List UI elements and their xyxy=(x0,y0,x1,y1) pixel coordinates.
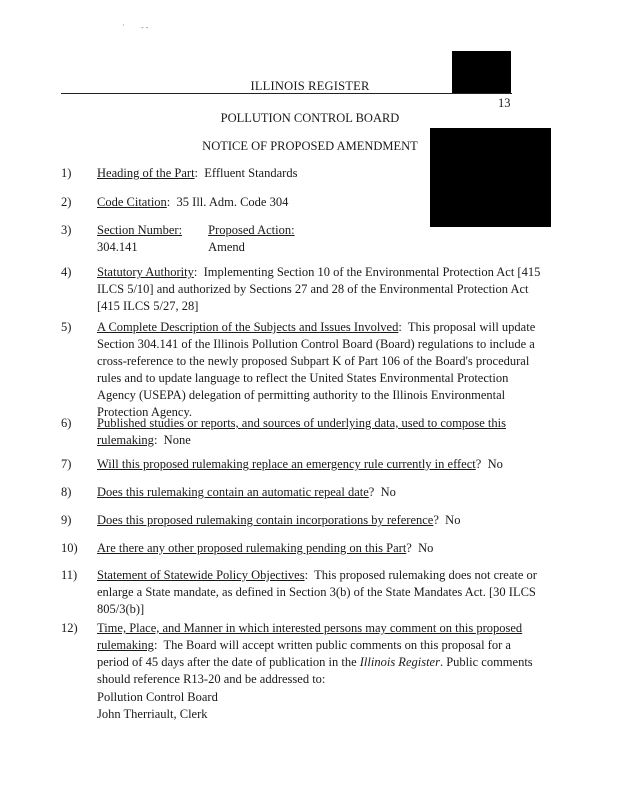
item-text: No xyxy=(445,513,461,527)
address-line: Pollution Control Board xyxy=(97,690,218,704)
register-title: ILLINOIS REGISTER xyxy=(250,79,370,93)
item-text: Implementing Section 10 of the Environmental Protection Act [415 ILCS 5/10] and authorized by Sections 27 and 28 of the Environmental Protection Act [415 ILCS 5/27, 28] xyxy=(97,265,541,313)
item-text: 35 Ill. Adm. Code 304 xyxy=(176,195,289,209)
item-number: 9) xyxy=(61,513,72,527)
scan-speck: · xyxy=(122,21,125,30)
page-number: 13 xyxy=(498,96,511,110)
notice-title: NOTICE OF PROPOSED AMENDMENT xyxy=(202,139,418,153)
item-number: 10) xyxy=(61,541,78,555)
item-text: No xyxy=(487,457,503,471)
item-text-continued: . Public comments should reference R13-20 and be addressed to: xyxy=(97,655,533,686)
item-number: 7) xyxy=(61,457,72,471)
section-number-label: Section Number: xyxy=(97,223,183,237)
proposed-action-value: Amend xyxy=(208,240,245,254)
item-label: Heading of the Part xyxy=(97,166,195,180)
item-number: 12) xyxy=(61,621,78,635)
header-rule xyxy=(61,93,512,94)
item-label: A Complete Description of the Subjects and Issues Involved xyxy=(97,320,399,334)
agency-name: POLLUTION CONTROL BOARD xyxy=(220,111,400,125)
item-number: 6) xyxy=(61,416,72,430)
item-text: None xyxy=(163,433,191,447)
item-number: 1) xyxy=(61,166,72,180)
address-block xyxy=(97,689,218,723)
item-label: Published studies or reports, and sources of underlying data, used to compose this rulemaking xyxy=(97,416,506,447)
item-number: 8) xyxy=(61,485,72,499)
item-label: Statement of Statewide Policy Objectives xyxy=(97,568,305,582)
section-number-value: 304.141 xyxy=(97,240,138,254)
redaction-box xyxy=(452,51,511,93)
item-number: 5) xyxy=(61,320,72,334)
item-number: 4) xyxy=(61,265,72,279)
item-label: Code Citation xyxy=(97,195,167,209)
item-number: 3) xyxy=(61,223,72,237)
item-label: Statutory Authority xyxy=(97,265,194,279)
item-label: Will this proposed rulemaking replace an emergency rule currently in effect xyxy=(97,457,476,471)
item-label: Does this rulemaking contain an automatic repeal date xyxy=(97,485,369,499)
item-text: This proposal will update Section 304.141 of the Illinois Pollution Control Board (Board) regulations to include a cross-reference to the newly proposed Subpart K of Part 106 of the Board's procedural rules and to update language to reflect the United States Environmental Protection Agency (USEPA) delegation of permitting authority to the Illinois Environmental Protection Agency. xyxy=(97,320,536,419)
item-number: 2) xyxy=(61,195,72,209)
item-label: Time, Place, and Manner in which interested persons may comment on this proposed rulemaking xyxy=(97,621,523,652)
publication-name: Illinois Register xyxy=(359,655,440,669)
item-label: Are there any other proposed rulemaking pending on this Part xyxy=(97,541,407,555)
item-label: Does this proposed rulemaking contain incorporations by reference xyxy=(97,513,434,527)
item-text: No xyxy=(380,485,396,499)
item-text: Effluent Standards xyxy=(204,166,298,180)
item-number: 11) xyxy=(61,568,78,582)
item-text: No xyxy=(418,541,434,555)
item-text: The Board will accept written public comments on this proposal for a period of 45 days after the date of publication in the xyxy=(97,638,511,669)
proposed-action-label: Proposed Action: xyxy=(208,223,295,237)
scan-speck: - - xyxy=(141,23,149,32)
address-line: John Therriault, Clerk xyxy=(97,707,208,721)
item-text: This proposed rulemaking does not create or enlarge a State mandate, as defined in Section 3(b) of the State Mandates Act. [30 ILCS 805/3(b)] xyxy=(97,568,537,616)
